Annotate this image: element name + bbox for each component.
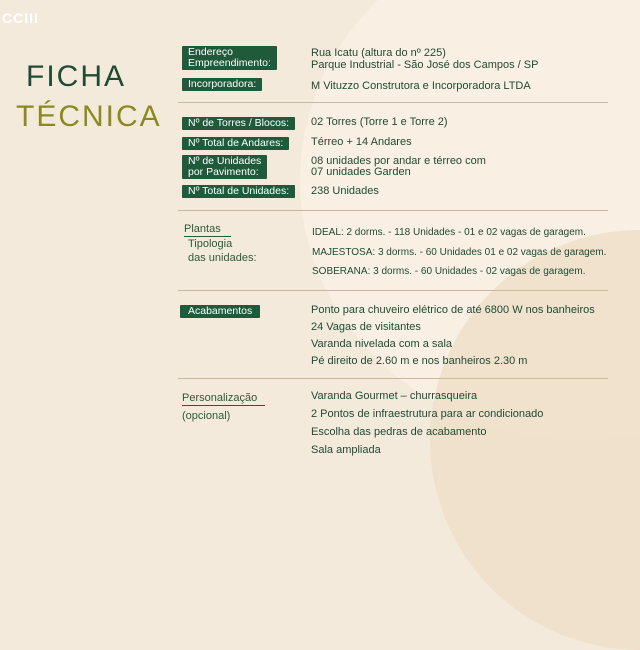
planta-soberana: SOBERANA: 3 dorms. - 60 Unidades - 02 vagas de garagem.	[312, 266, 586, 277]
label-das-unidades: das unidades:	[188, 252, 257, 264]
personalizacao-item: Varanda Gourmet – churrasqueira	[311, 390, 478, 402]
label-endereco-line1: Endereço	[188, 46, 233, 58]
value-incorporadora: M Vituzzo Construtora e Incorporadora LTDA	[311, 80, 531, 92]
acabamento-item: Ponto para chuveiro elétrico de até 6800 W nos banheiros	[311, 304, 595, 316]
value-andares: Térreo + 14 Andares	[311, 136, 412, 148]
divider	[178, 210, 608, 211]
personalizacao-item: Escolha das pedras de acabamento	[311, 426, 487, 438]
planta-majestosa: MAJESTOSA: 3 dorms. - 60 Unidades 01 e 02 vagas de garagem.	[312, 247, 607, 258]
label-incorporadora: Incorporadora:	[182, 78, 262, 91]
planta-ideal: IDEAL: 2 dorms. - 118 Unidades - 01 e 02 vagas de garagem.	[312, 227, 586, 238]
label-unidades-line2: por Pavimento:	[188, 166, 259, 178]
acabamento-item: Varanda nivelada com a sala	[311, 338, 453, 350]
page-title-line2: TÉCNICA	[16, 100, 162, 133]
value-unidades-line2: 07 unidades Garden	[311, 166, 411, 178]
label-endereco	[182, 46, 277, 70]
acabamento-item: Pé direito de 2.60 m e nos banheiros 2.30 m	[311, 355, 528, 367]
value-total-unidades: 238 Unidades	[311, 185, 379, 197]
label-unidades-line1: Nº de Unidades	[188, 155, 262, 167]
label-total-unidades: Nº Total de Unidades:	[182, 185, 295, 198]
value-unidades-line1: 08 unidades por andar e térreo com	[311, 155, 486, 167]
acabamento-item: 24 Vagas de visitantes	[311, 321, 421, 333]
label-endereco-line2: Empreendimento:	[188, 57, 271, 69]
divider	[178, 378, 608, 379]
label-opcional: (opcional)	[182, 410, 231, 422]
label-plantas: Plantas	[184, 223, 231, 237]
label-acabamentos: Acabamentos	[180, 305, 260, 318]
label-torres: Nº de Torres / Blocos:	[182, 117, 295, 130]
label-tipologia: Tipologia	[188, 238, 233, 250]
logo: CCIII	[2, 10, 39, 26]
label-personalizacao: Personalização	[182, 392, 265, 406]
value-endereco-line2: Parque Industrial - São José dos Campos / SP	[311, 59, 539, 71]
label-unidades-pavimento	[182, 155, 267, 179]
page-title-line1: FICHA	[26, 60, 126, 93]
value-endereco-line1: Rua Icatu (altura do nº 225)	[311, 47, 446, 59]
personalizacao-item: Sala ampliada	[311, 444, 381, 456]
divider	[178, 102, 608, 103]
value-torres: 02 Torres (Torre 1 e Torre 2)	[311, 116, 448, 128]
personalizacao-item: 2 Pontos de infraestrutura para ar condicionado	[311, 408, 544, 420]
label-andares: Nº Total de Andares:	[182, 137, 289, 150]
divider	[178, 290, 608, 291]
